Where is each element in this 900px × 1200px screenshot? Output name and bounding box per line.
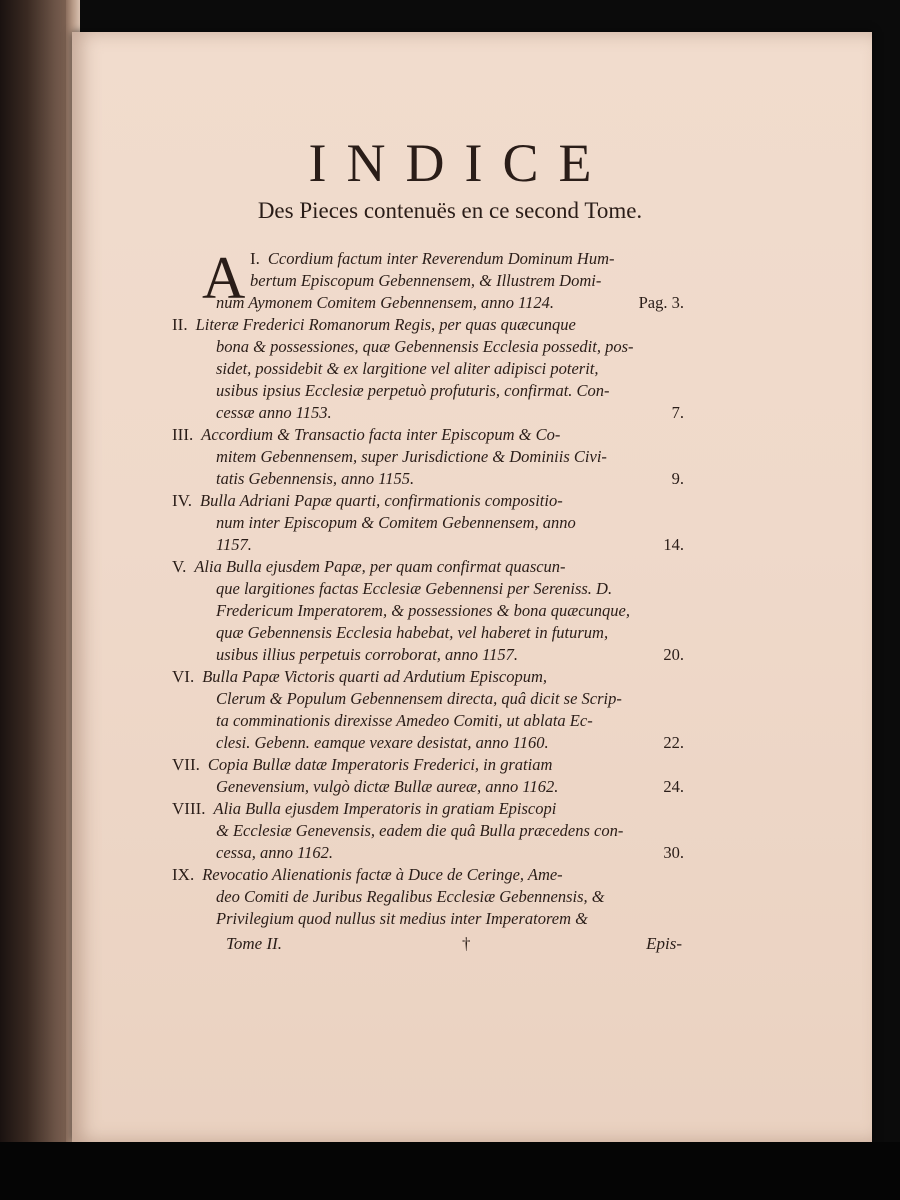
page-reference: 24. xyxy=(663,777,684,796)
entry-text: bona & possessiones, quæ Gebennensis Ecclesia possedit, pos- xyxy=(216,337,634,356)
entry-line xyxy=(172,380,684,402)
entry-line xyxy=(172,468,684,490)
entry-text: Bulla Papæ Victoris quarti ad Ardutium Episcopum, xyxy=(202,667,548,686)
drop-cap: A xyxy=(202,245,246,311)
entry-line xyxy=(172,292,684,314)
entry-text: Accordium & Transactio facta inter Episcopum & Co- xyxy=(201,425,561,444)
entry-text: Alia Bulla ejusdem Papæ, per quam confirmat quascun- xyxy=(194,557,566,576)
entry-text: usibus ipsius Ecclesiæ perpetuò profuturis, confirmat. Con- xyxy=(216,381,610,400)
entry-line xyxy=(172,424,684,446)
entry-text: Ccordium factum inter Reverendum Dominum Hum- xyxy=(267,249,615,268)
page-reference: 9. xyxy=(671,469,684,488)
entry-line xyxy=(172,358,684,380)
index-entry xyxy=(172,556,684,666)
index-entry xyxy=(172,864,684,930)
index-entry xyxy=(172,245,684,314)
page-reference: 14. xyxy=(663,535,684,554)
entry-numeral: IX. xyxy=(172,865,195,884)
entry-text: bertum Episcopum Gebennensem, & Illustrem Domi- xyxy=(250,271,602,290)
entry-line xyxy=(172,644,684,666)
entry-line xyxy=(172,798,684,820)
entry-numeral: VII. xyxy=(172,755,200,774)
entry-line xyxy=(172,710,684,732)
entry-text: Copia Bullæ datæ Imperatoris Frederici, in gratiam xyxy=(207,755,553,774)
index-entry xyxy=(172,490,684,556)
entry-text: tatis Gebennensis, anno 1155. xyxy=(216,469,415,488)
entry-text: deo Comiti de Juribus Regalibus Ecclesiæ Gebennensis, & xyxy=(216,887,605,906)
entry-line xyxy=(172,490,684,512)
dagger-signature-mark: † xyxy=(462,934,471,953)
entry-line xyxy=(172,908,684,930)
entry-line xyxy=(172,600,684,622)
entry-line xyxy=(172,534,684,556)
page-reference: Pag. 3. xyxy=(638,293,684,312)
page-subtitle: Des Pieces contenuës en ce second Tome. xyxy=(257,198,643,223)
index-entry xyxy=(172,798,684,864)
background-shadow xyxy=(0,1142,900,1200)
entry-text: Bulla Adriani Papæ quarti, confirmationis compositio- xyxy=(200,491,563,510)
page-reference: 20. xyxy=(663,645,684,664)
index-entries xyxy=(172,245,684,930)
page-reference: 7. xyxy=(671,403,684,422)
entry-text: Genevensium, vulgò dictæ Bullæ aureæ, anno 1162. xyxy=(216,777,559,796)
entry-line xyxy=(172,886,684,908)
entry-text: mitem Gebennensem, super Jurisdictione & Dominiis Civi- xyxy=(216,447,607,466)
entry-text: Literæ Frederici Romanorum Regis, per quas quæcunque xyxy=(195,315,576,334)
entry-text: cessæ anno 1153. xyxy=(216,403,332,422)
entry-line xyxy=(172,314,684,336)
entry-text: 1157. xyxy=(216,535,252,554)
index-entry xyxy=(172,754,684,798)
entry-line xyxy=(172,776,684,798)
entry-line xyxy=(172,820,684,842)
entry-numeral: I. xyxy=(250,249,260,268)
entry-text: Alia Bulla ejusdem Imperatoris in gratiam Episcopi xyxy=(213,799,557,818)
entry-line xyxy=(172,336,684,358)
entry-text: usibus illius perpetuis corroborat, anno 1157. xyxy=(216,645,519,664)
entry-text: que largitiones factas Ecclesiæ Gebennensi per Sereniss. D. xyxy=(216,579,613,598)
page-footer xyxy=(226,934,682,958)
entry-line xyxy=(172,622,684,644)
entry-line xyxy=(172,512,684,534)
entry-text: quæ Gebennensis Ecclesia habebat, vel haberet in futurum, xyxy=(216,623,609,642)
entry-text: num inter Episcopum & Comitem Gebennensem, anno xyxy=(216,513,576,532)
entry-text: & Ecclesiæ Genevensis, eadem die quâ Bulla præcedens con- xyxy=(216,821,624,840)
entry-text: Fredericum Imperatorem, & possessiones & bona quæcunque, xyxy=(216,601,630,620)
catchword: Epis- xyxy=(646,934,682,953)
entry-text: Clerum & Populum Gebennensem directa, quâ dicit se Scrip- xyxy=(216,689,622,708)
entry-numeral: II. xyxy=(172,315,188,334)
index-entry xyxy=(172,424,684,490)
entry-text: num Aymonem Comitem Gebennensem, anno 1124. xyxy=(216,293,555,312)
entry-line xyxy=(172,688,684,710)
entry-text: Revocatio Alienationis factæ à Duce de Ceringe, Ame- xyxy=(202,865,563,884)
index-entry xyxy=(172,314,684,424)
entry-text: ta comminationis direxisse Amedeo Comiti, ut ablata Ec- xyxy=(216,711,593,730)
entry-numeral: IV. xyxy=(172,491,192,510)
page-title: INDICE xyxy=(308,133,612,193)
entry-numeral: VI. xyxy=(172,667,195,686)
entry-text: Privilegium quod nullus sit medius inter Imperatorem & xyxy=(216,909,588,928)
entry-line xyxy=(172,578,684,600)
entry-line xyxy=(172,864,684,886)
entry-line xyxy=(172,556,684,578)
entry-text: sidet, possidebit & ex largitione vel aliter adipisci poterit, xyxy=(216,359,599,378)
entry-text: cessa, anno 1162. xyxy=(216,843,334,862)
index-entry xyxy=(172,666,684,754)
entry-text: clesi. Gebenn. eamque vexare desistat, anno 1160. xyxy=(216,733,549,752)
page-reference: 30. xyxy=(663,843,684,862)
entry-line xyxy=(172,270,684,292)
tome-signature: Tome II. xyxy=(226,934,283,953)
entry-numeral: VIII. xyxy=(172,799,206,818)
entry-line xyxy=(172,732,684,754)
page-reference: 22. xyxy=(663,733,684,752)
entry-line xyxy=(172,666,684,688)
entry-numeral: III. xyxy=(172,425,194,444)
entry-line xyxy=(172,754,684,776)
entry-line xyxy=(172,402,684,424)
entry-line xyxy=(172,842,684,864)
entry-line xyxy=(172,446,684,468)
entry-numeral: V. xyxy=(172,557,187,576)
